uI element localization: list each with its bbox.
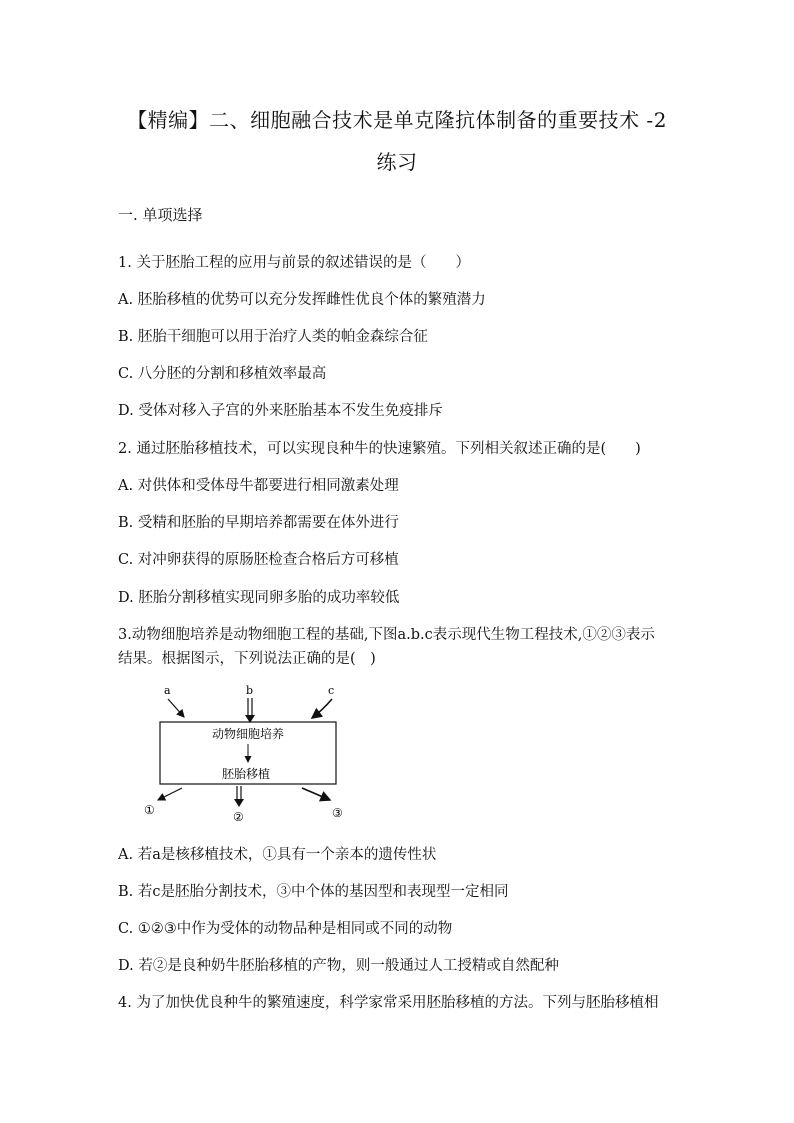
question-3-stem-line1: 3.动物细胞培养是动物细胞工程的基础,下图a.b.c表示现代生物工程技术,①②③表示: [118, 627, 655, 643]
diagram-label-a: a: [164, 684, 171, 697]
section-title: 一. 单项选择: [118, 206, 203, 224]
question-3-option-b: B. 若c是胚胎分割技术，③中个体的基因型和表现型一定相同: [118, 884, 509, 900]
diagram-label-b: b: [246, 684, 254, 697]
diagram-output-1: ①: [144, 803, 155, 817]
diagram-arrow-a: [168, 699, 184, 717]
question-1-stem: 1. 关于胚胎工程的应用与前景的叙述错误的是（ ）: [118, 255, 470, 271]
question-2-option-b: B. 受精和胚胎的早期培养都需要在体外进行: [118, 515, 399, 531]
question-3-option-d: D. 若②是良种奶牛胚胎移植的产物，则一般通过人工授精或自然配种: [118, 958, 559, 974]
question-1-option-d: D. 受体对移入子宫的外来胚胎基本不发生免疫排斥: [118, 403, 443, 419]
question-2-stem: 2. 通过胚胎移植技术，可以实现良种牛的快速繁殖。下列相关叙述正确的是( ): [118, 441, 641, 457]
diagram-arrow-c: [312, 699, 332, 718]
diagram-box-top-text: 动物细胞培养: [211, 727, 285, 741]
question-3-option-a: A. 若a是核移植技术，①具有一个亲本的遗传性状: [118, 847, 437, 863]
diagram-arrow-out-3: [302, 788, 330, 800]
diagram-label-c: c: [328, 684, 335, 697]
question-2-option-a: A. 对供体和受体母牛都要进行相同激素处理: [118, 478, 399, 494]
diagram-box-bottom-text: 胚胎移植: [221, 767, 271, 781]
diagram-output-3: ③: [332, 806, 343, 820]
question-2-option-d: D. 胚胎分割移植实现同卵多胎的成功率较低: [118, 590, 400, 606]
diagram-arrow-out-2-head: [234, 799, 244, 807]
document-title-line2: 练习: [376, 150, 418, 174]
question-1-option-c: C. 八分胚的分割和移植效率最高: [118, 366, 327, 382]
question-3-option-c: C. ①②③中作为受体的动物品种是相同或不同的动物: [118, 921, 453, 937]
question-1-option-a: A. 胚胎移植的优势可以充分发挥雌性优良个体的繁殖潜力: [118, 292, 486, 308]
question-4-stem-line1: 4. 为了加快优良种牛的繁殖速度，科学家常采用胚胎移植的方法。下列与胚胎移植相: [118, 995, 659, 1011]
document-title-line1: 【精编】二、细胞融合技术是单克隆抗体制备的重要技术 -2: [127, 108, 667, 132]
embryo-engineering-diagram: [140, 684, 360, 824]
question-3-stem-line2: 结果。根据图示，下列说法正确的是( ): [118, 651, 376, 667]
diagram-arrow-out-1: [158, 788, 182, 800]
question-2-option-c: C. 对冲卵获得的原肠胚检查合格后方可移植: [118, 552, 399, 568]
question-1-option-b: B. 胚胎干细胞可以用于治疗人类的帕金森综合征: [118, 329, 428, 345]
diagram-output-2: ②: [233, 810, 244, 824]
